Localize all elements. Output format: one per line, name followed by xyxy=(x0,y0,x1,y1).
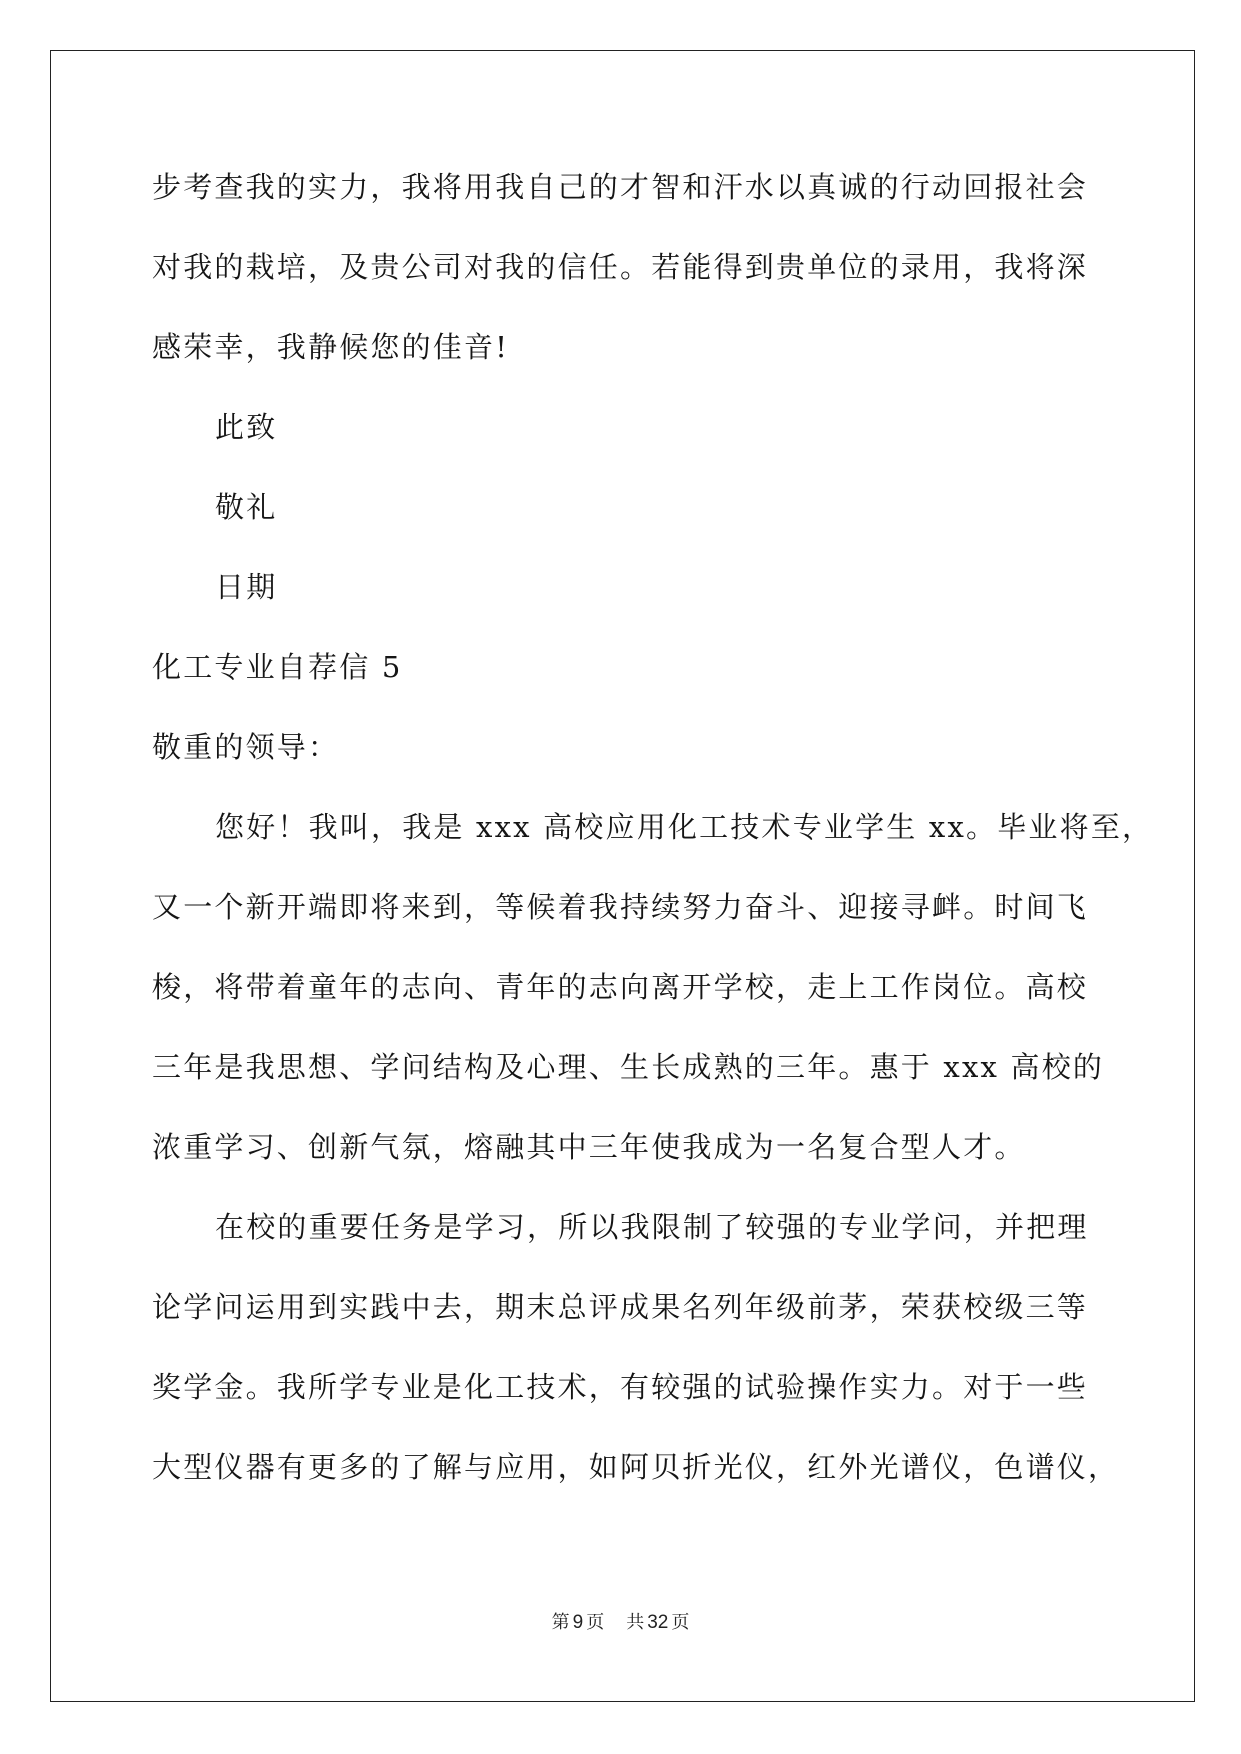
footer-page-suffix: 页 xyxy=(586,1612,605,1633)
closing-regards: 敬礼 xyxy=(215,490,278,524)
footer-page-prefix: 第 xyxy=(551,1612,570,1633)
footer-total-prefix: 共 xyxy=(626,1612,645,1633)
body-line-2: 对我的栽培，及贵公司对我的信任。若能得到贵单位的录用，我将深 xyxy=(152,250,1089,284)
closing-date: 日期 xyxy=(215,570,278,604)
body-line-1: 步考查我的实力，我将用我自己的才智和汗水以真诚的行动回报社会 xyxy=(152,170,1089,204)
body-line-15: 论学问运用到实践中去，期末总评成果名列年级前茅，荣获校级三等 xyxy=(152,1290,1089,1324)
body-line-14: 在校的重要任务是学习，所以我限制了较强的专业学问，并把理 xyxy=(215,1210,1089,1244)
closing-salutation: 此致 xyxy=(215,410,278,444)
body-line-11: 梭，将带着童年的志向、青年的志向离开学校，走上工作岗位。高校 xyxy=(152,970,1089,1004)
body-line-10: 又一个新开端即将来到，等候着我持续努力奋斗、迎接寻衅。时间飞 xyxy=(152,890,1089,924)
body-line-17: 大型仪器有更多的了解与应用，如阿贝折光仪，红外光谱仪，色谱仪， xyxy=(152,1450,1120,1484)
section-heading: 化工专业自荐信 5 xyxy=(152,650,403,684)
footer-total-pages: 32 xyxy=(647,1612,669,1633)
body-line-13: 浓重学习、创新气氛，熔融其中三年使我成为一名复合型人才。 xyxy=(152,1130,1026,1164)
greeting: 敬重的领导： xyxy=(152,730,340,764)
page-footer xyxy=(0,1611,1241,1635)
body-line-16: 奖学金。我所学专业是化工技术，有较强的试验操作实力。对于一些 xyxy=(152,1370,1089,1404)
footer-page-number: 9 xyxy=(572,1612,584,1633)
body-line-12: 三年是我思想、学问结构及心理、生长成熟的三年。惠于 xxx 高校的 xyxy=(152,1050,1105,1084)
footer-total-suffix: 页 xyxy=(671,1612,690,1633)
body-line-3: 感荣幸，我静候您的佳音! xyxy=(152,330,510,364)
body-line-9: 您好！我叫，我是 xxx 高校应用化工技术专业学生 xx。毕业将至， xyxy=(215,810,1154,844)
